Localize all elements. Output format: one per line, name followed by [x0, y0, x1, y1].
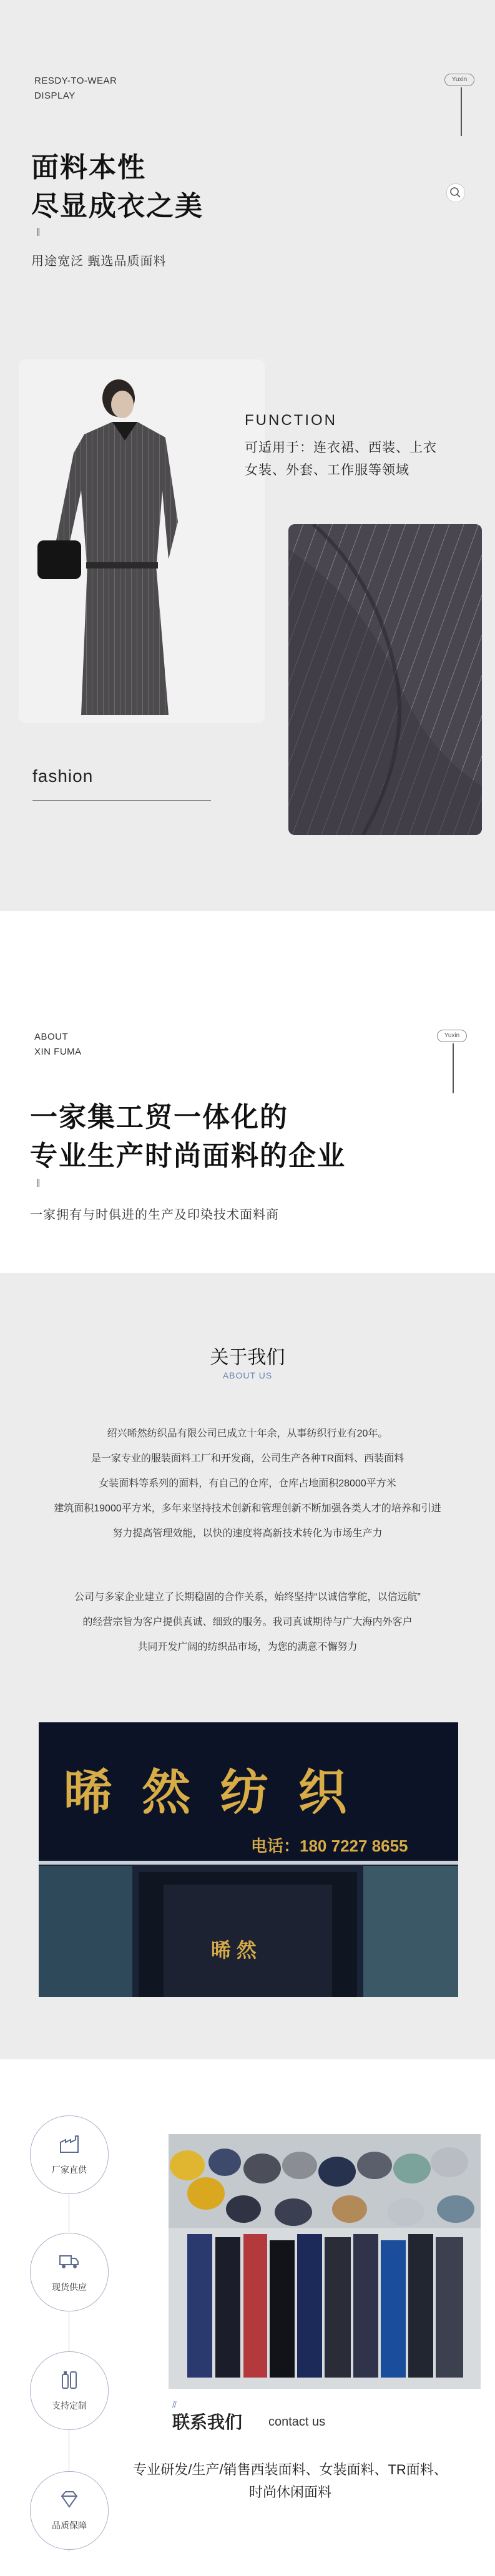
feature-custom: 支持定制 — [30, 2351, 109, 2430]
feature-instock: 现货供应 — [30, 2233, 109, 2311]
store-door-sign: 晞 然 — [211, 1939, 257, 1961]
decor-marks: || — [36, 226, 40, 236]
brand-badge: Yuxin — [437, 1030, 467, 1042]
en-heading: ABOUT XIN FUMA — [34, 1032, 82, 1057]
search-icon[interactable] — [446, 183, 465, 202]
about-section — [0, 911, 495, 1273]
divider-line — [453, 1043, 454, 1093]
divider-line — [461, 87, 462, 136]
fashion-label: fashion — [32, 766, 94, 786]
decor-marks: // — [172, 2399, 176, 2409]
bottles-icon — [31, 2368, 108, 2391]
features-section — [0, 2059, 495, 2576]
factory-icon — [31, 2132, 108, 2155]
truck-icon — [31, 2250, 108, 2272]
display-section — [0, 0, 495, 911]
company-intro-section — [0, 1273, 495, 2059]
decor-marks: || — [36, 1177, 40, 1187]
divider-line — [32, 800, 211, 801]
feature-quality: 品质保障 — [30, 2471, 109, 2550]
brand-badge: Yuxin — [444, 74, 474, 86]
subtitle: 用途宽泛 甄选品质面料 — [31, 255, 167, 268]
storefront-photo — [39, 1722, 458, 1997]
fabric-photo — [288, 524, 482, 835]
intro-paragraph-1: 绍兴晞然纺织品有限公司已成立十年余，从事纺织行业有20年。 是一家专业的服装面料工厂和开发商，公司生产各种TR面料、西装面料 女装面料等系列的面料，有自己的仓库，仓库占地面积28000平方米 建筑面积19000平方米，多年来坚持技术创新和管理创新不断加强各类人才的培养和引进 努力提高管理效能，以快的速度将高新技术转化为市场生产力 — [54, 1428, 441, 1539]
en-heading: RESDY-TO-WEAR DISPLAY — [34, 76, 117, 101]
warehouse-photo — [169, 2134, 481, 2389]
function-label: FUNCTION — [245, 412, 337, 429]
model-photo — [19, 359, 265, 723]
subtitle: 一家拥有与时俱进的生产及印染技术面料商 — [30, 1208, 279, 1222]
contact-heading: 联系我们 — [172, 2413, 243, 2432]
store-sign: 晞 然 纺 织 — [64, 1764, 353, 1821]
function-text: 可适用于：连衣裙、西装、上衣 女装、外套、工作服等领域 — [245, 441, 437, 477]
business-scope: 专业研发/生产/销售西装面料、女装面料、TR面料、 时尚休闲面料 — [133, 2462, 448, 2500]
page-title: 一家集工贸一体化的 专业生产时尚面料的企业 — [30, 1102, 346, 1171]
section-title: 关于我们 — [210, 1347, 285, 1368]
intro-paragraph-2: 公司与多家企业建立了长期稳固的合作关系，始终坚持“以诚信掌舵，以信远航” 的经营宗旨为客户提供真诚、细致的服务。我司真诚期待与广大海内外客户 共同开发广阔的纺织品市场，为您的满意不懈努力 — [74, 1592, 421, 1652]
diamond-icon — [31, 2488, 108, 2510]
section-title-en: ABOUT US — [222, 1370, 273, 1380]
contact-heading-en: contact us — [268, 2415, 326, 2429]
store-phone: 电话：180 7227 8655 — [251, 1837, 408, 1855]
feature-factory: 厂家直供 — [30, 2115, 109, 2194]
page-title: 面料本性 尽显成衣之美 — [31, 152, 203, 222]
